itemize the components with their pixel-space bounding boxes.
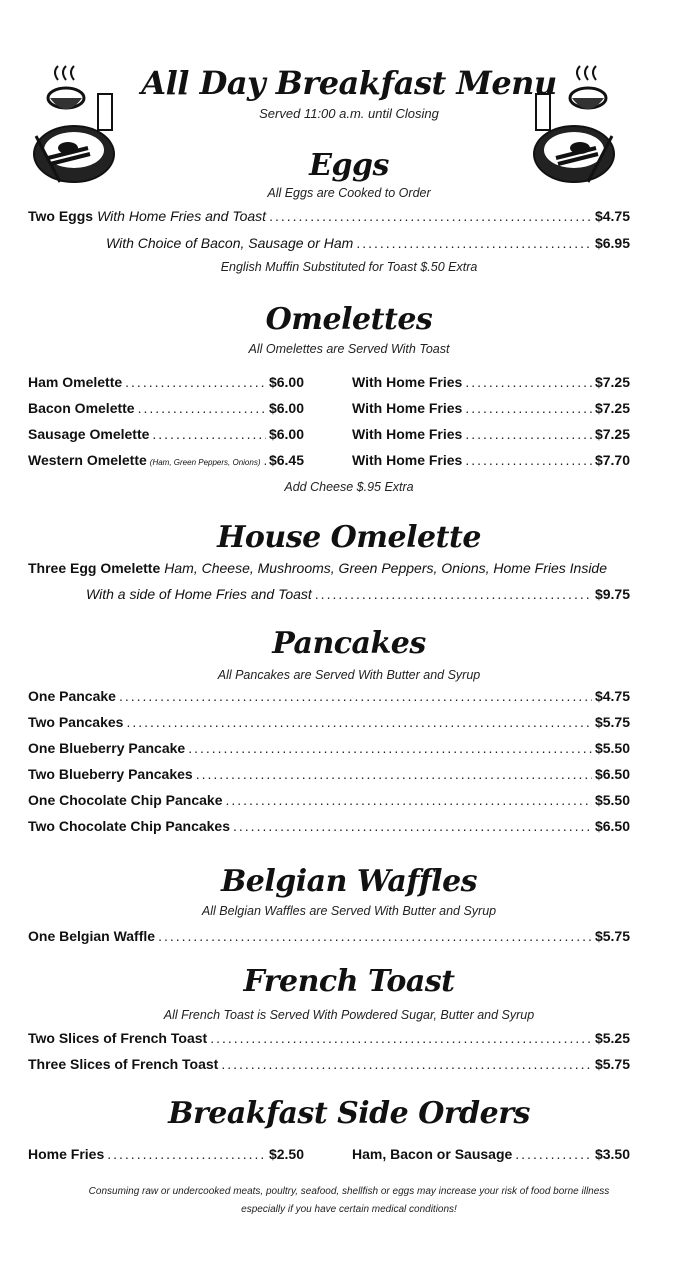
french-toast-note: All French Toast is Served With Powdered Sugar, Butter and Syrup — [163, 1008, 535, 1022]
item-price: $6.00 — [268, 426, 304, 442]
pancakes-section-title: Pancakes — [272, 626, 426, 661]
list-item — [28, 818, 630, 844]
leader-dots — [119, 688, 592, 704]
item-price: $6.00 — [268, 400, 304, 416]
list-item — [28, 740, 630, 766]
waffles-note: All Belgian Waffles are Served With Butter and Syrup — [201, 904, 497, 918]
leader-dots — [356, 235, 592, 251]
item-price: $7.25 — [594, 426, 630, 442]
item-description: With Choice of Bacon, Sausage or Ham — [106, 235, 354, 251]
leader-dots — [107, 1146, 266, 1162]
pancakes-list — [28, 688, 630, 844]
eggs-footnote: English Muffin Substituted for Toast $.50 Extra — [220, 260, 478, 274]
item-name: One Belgian Waffle — [28, 928, 156, 944]
disclaimer-line-1: Consuming raw or undercooked meats, poultry, seafood, shellfish or eggs may increase your risk of food borne illness — [88, 1186, 610, 1197]
item-description: With Home Fries and Toast — [97, 208, 267, 224]
item-name: Ham Omelette — [28, 374, 123, 390]
item-price: $9.75 — [594, 586, 630, 602]
leader-dots — [210, 1030, 592, 1046]
eggs-item-row — [28, 208, 630, 224]
item-name: Ham, Bacon or Sausage — [352, 1146, 513, 1162]
item-name: With Home Fries — [352, 452, 463, 468]
side-row — [352, 1146, 630, 1162]
item-price: $6.00 — [268, 374, 304, 390]
omelette-row — [28, 426, 304, 442]
list-item — [28, 688, 630, 714]
item-price: $5.50 — [594, 740, 630, 756]
sides-section-title: Breakfast Side Orders — [168, 1096, 530, 1131]
item-name: Two Slices of French Toast — [28, 1030, 208, 1046]
item-name: Two Pancakes — [28, 714, 124, 730]
list-item — [28, 792, 630, 818]
item-price: $5.75 — [594, 928, 630, 944]
item-name: With Home Fries — [352, 374, 463, 390]
item-price: $6.95 — [594, 235, 630, 251]
leader-dots — [269, 208, 592, 224]
leader-dots — [315, 586, 592, 602]
house-omelette-section-title: House Omelette — [217, 520, 481, 555]
leader-dots — [465, 374, 592, 390]
list-item — [28, 1030, 630, 1056]
omelette-alt-row — [352, 374, 630, 390]
omelette-alt-row — [352, 426, 630, 442]
eggs-section-title: Eggs — [309, 148, 389, 183]
pancakes-note: All Pancakes are Served With Butter and Syrup — [217, 668, 481, 682]
item-description: With a side of Home Fries and Toast — [86, 586, 312, 602]
item-price: $6.50 — [594, 818, 630, 834]
list-item — [28, 1056, 630, 1082]
item-price: $7.70 — [594, 452, 630, 468]
leader-dots — [515, 1146, 592, 1162]
leader-dots — [226, 792, 592, 808]
leader-dots — [152, 426, 266, 442]
leader-dots — [465, 400, 592, 416]
item-description: Ham, Cheese, Mushrooms, Green Peppers, Onions, Home Fries Inside — [164, 560, 608, 576]
leader-dots — [465, 452, 592, 468]
waffles-section-title: Belgian Waffles — [220, 864, 478, 899]
omelette-alt-row — [352, 452, 630, 468]
item-price: $5.75 — [594, 714, 630, 730]
item-name: One Pancake — [28, 688, 116, 704]
item-name: With Home Fries — [352, 426, 463, 442]
french-toast-section-title: French Toast — [243, 964, 455, 999]
omelettes-note: All Omelettes are Served With Toast — [248, 342, 450, 356]
item-price: $6.50 — [594, 766, 630, 782]
leader-dots — [221, 1056, 592, 1072]
item-price: $4.75 — [594, 688, 630, 704]
omelette-row — [28, 400, 304, 416]
item-name: Two Blueberry Pancakes — [28, 766, 193, 782]
leader-dots — [125, 374, 266, 390]
list-item — [28, 766, 630, 792]
item-price: $7.25 — [594, 400, 630, 416]
eggs-note: All Eggs are Cooked to Order — [267, 186, 431, 200]
item-name: Western Omelette — [28, 452, 147, 468]
item-name: Sausage Omelette — [28, 426, 150, 442]
item-price: $7.25 — [594, 374, 630, 390]
leader-dots — [188, 740, 592, 756]
house-omelette-side-row — [86, 586, 630, 602]
leader-dots — [465, 426, 592, 442]
leader-dots — [126, 714, 592, 730]
item-name: Two Eggs — [28, 208, 94, 224]
menu-subtitle: Served 11:00 a.m. until Closing — [259, 106, 439, 121]
menu-title: All Day Breakfast Menu — [141, 64, 557, 102]
omelette-row — [28, 374, 304, 390]
item-detail: (Ham, Green Peppers, Onions) — [149, 458, 261, 467]
leader-dots — [264, 452, 266, 468]
item-name: Three Slices of French Toast — [28, 1056, 219, 1072]
omelette-row — [28, 452, 304, 468]
leader-dots — [233, 818, 592, 834]
eggs-item-row — [106, 235, 630, 251]
side-row — [28, 1146, 304, 1162]
leader-dots — [196, 766, 592, 782]
omelettes-footnote: Add Cheese $.95 Extra — [284, 480, 414, 494]
item-name: One Blueberry Pancake — [28, 740, 186, 756]
item-price: $5.50 — [594, 792, 630, 808]
item-price: $3.50 — [594, 1146, 630, 1162]
house-omelette-row — [28, 560, 630, 576]
item-price: $5.75 — [594, 1056, 630, 1072]
item-name: Home Fries — [28, 1146, 105, 1162]
item-price: $4.75 — [594, 208, 630, 224]
item-price: $5.25 — [594, 1030, 630, 1046]
item-name: Three Egg Omelette — [28, 560, 161, 576]
item-name: Two Chocolate Chip Pancakes — [28, 818, 231, 834]
waffle-row — [28, 928, 630, 944]
item-price: $6.45 — [268, 452, 304, 468]
item-name: Bacon Omelette — [28, 400, 135, 416]
item-name: One Chocolate Chip Pancake — [28, 792, 223, 808]
omelette-alt-row — [352, 400, 630, 416]
leader-dots — [138, 400, 266, 416]
item-price: $2.50 — [268, 1146, 304, 1162]
disclaimer-line-2: especially if you have certain medical conditions! — [241, 1204, 457, 1215]
item-name: With Home Fries — [352, 400, 463, 416]
french-toast-list — [28, 1030, 630, 1082]
leader-dots — [158, 928, 592, 944]
omelettes-section-title: Omelettes — [265, 302, 433, 337]
list-item — [28, 714, 630, 740]
